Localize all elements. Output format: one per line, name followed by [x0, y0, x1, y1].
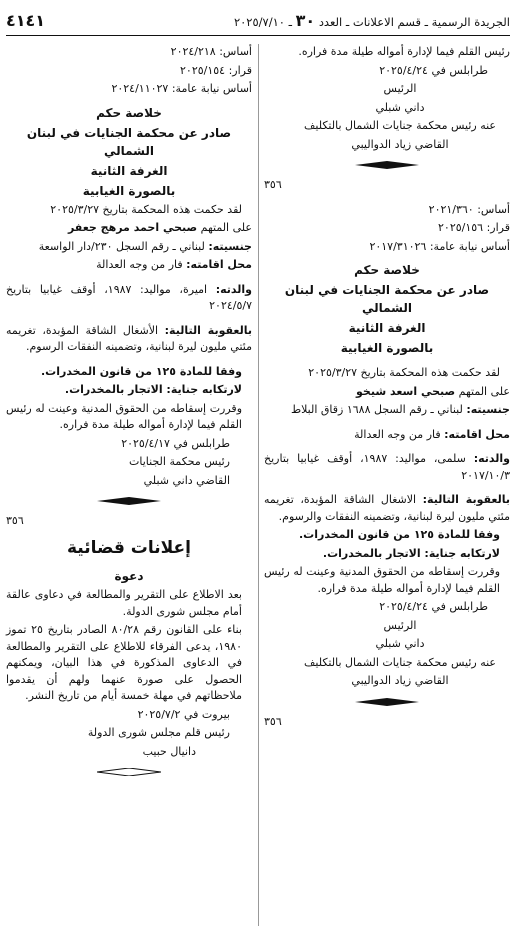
section-title: إعلانات قضائية	[66, 537, 191, 558]
right-column	[264, 44, 510, 928]
end-number: ٣٥٦	[264, 178, 282, 191]
absentia-line: بالصورة الغيابية	[82, 183, 176, 198]
continued-text: رئيس القلم فيما لإدارة أمواله طيلة مدة فراره.	[298, 45, 510, 58]
signature-title: رئيس محكمة الجنايات	[129, 455, 230, 468]
penalty-label: بالعقوبة التالية:	[422, 493, 510, 506]
signature-deputy: عنه رئيس محكمة جنايات الشمال بالتكليف	[304, 119, 496, 132]
accused-name: صبحي احمد مرهج جعفر	[67, 221, 198, 234]
mother-line	[264, 451, 510, 484]
page-header	[6, 6, 510, 36]
penalty-value: الاشغال الشاقة المؤبدة، تغريمه مئتي مليون ليرة لبنانية، وتضمينه النفقات والرسوم.	[264, 493, 510, 523]
left-column	[6, 44, 252, 928]
signature-name: داني شبلي	[375, 100, 425, 114]
page-number: ٤١٤١	[6, 10, 46, 30]
accused-prefix: على المتهم	[458, 384, 510, 398]
mother-value: اميرة، مواليد: ١٩٨٧، أوقف غيابيا بتاريخ ٢٠٢٤/٥/٧	[6, 282, 252, 312]
ornament-divider	[264, 159, 510, 171]
notice-title: دعوة	[114, 569, 144, 583]
nationality-label: جنسيته:	[466, 403, 510, 416]
ornament-divider	[6, 495, 252, 507]
mother-value: سلمى، مواليد: ١٩٨٧، أوقف غيابيا بتاريخ ٢٠١٧/١٠/٣	[264, 452, 510, 482]
summary-title: خلاصة حكم	[96, 105, 162, 120]
crime-line: لارتكابه جناية: الاتجار بالمخدرات.	[322, 546, 500, 560]
residence-value: فار من وجه العدالة	[354, 427, 441, 441]
penalty-value: الأشغال الشاقة المؤبدة، تغريمه مئتي مليون ليرة لبنانية، وتضمينه النفقات الرسوم.	[6, 323, 252, 353]
case-decision-number: قرار: ٢٠٢٥/١٥٤	[180, 63, 252, 77]
mother-label: والدته:	[215, 282, 253, 296]
absentia-line: بالصورة الغيابية	[340, 341, 434, 355]
issue-date: ـ ٢٠٢٥/٧/١٠	[233, 14, 292, 29]
mother-label: والدته:	[473, 452, 511, 465]
ruling-intro: لقد حكمت هذه المحكمة بتاريخ ٢٠٢٥/٣/٢٧	[50, 202, 242, 216]
notice-signature-title: رئيس قلم مجلس شورى الدولة	[87, 726, 230, 739]
nationality-line	[6, 239, 252, 256]
nationality-value: لبناني ـ رقم السجل ٢٣٠/دار الواسعة	[38, 239, 205, 253]
signature-name: القاضي داني شبلي	[143, 473, 230, 487]
case-base-number: أساس: ٢٠٢١/٣٦٠	[428, 202, 510, 216]
case-decision-number: قرار: ٢٠٢٥/١٥٦	[438, 221, 510, 234]
signature-judge: القاضي زياد الدواليبي	[351, 137, 449, 151]
signature-deputy: عنه رئيس محكمة جنايات الشمال بالتكليف	[304, 655, 496, 669]
court-line: صادر عن محكمة الجنايات في لبنان الشمالي	[284, 283, 490, 315]
decision-text: وقررت إسقاطه من الحقوق المدنية وعينت له رئيس القلم فيما لإدارة أمواله طيلة مدة فراره.	[6, 401, 242, 431]
chamber-line: الغرفة الثانية	[348, 321, 426, 335]
nationality-line	[264, 402, 510, 419]
chamber-line: الغرفة الثانية	[90, 163, 168, 178]
law-line: وفقا للمادة ١٢٥ من قانون المخدرات.	[40, 364, 242, 378]
nationality-label: جنسيته:	[208, 239, 252, 253]
place-date: طرابلس في ٢٠٢٥/٤/٢٤	[379, 600, 488, 613]
end-number: ٣٥٦	[264, 714, 282, 728]
summary-title: خلاصة حكم	[354, 263, 420, 277]
accused-prefix: على المتهم	[200, 221, 252, 234]
signature-title: الرئيس	[383, 82, 417, 95]
ornament-divider	[6, 766, 252, 778]
end-number: ٣٥٦	[6, 514, 24, 527]
column-divider	[258, 44, 259, 926]
gazette-title-text: الجريدة الرسمية ـ قسم الاعلانات ـ العدد	[318, 14, 510, 29]
issue-number: ٣٠	[295, 10, 316, 30]
notice-place-date: بيروت في ٢٠٢٥/٧/٢	[137, 707, 230, 721]
signature-name: داني شبلي	[375, 637, 425, 650]
penalty-line	[6, 323, 252, 356]
notice-paragraph-1: بعد الاطلاع على التقرير والمطالعة في دعاوى عالقة أمام مجلس شورى الدولة.	[6, 588, 242, 618]
case-prosecution-number: أساس نيابة عامة: ٢٠١٧/٣١٠٢٦	[369, 239, 510, 253]
mother-line	[6, 282, 252, 315]
case-base-number: أساس: ٢٠٢٤/٢١٨	[170, 45, 252, 58]
penalty-line	[264, 492, 510, 525]
residence-line	[264, 427, 510, 444]
penalty-label: بالعقوبة التالية:	[164, 323, 252, 337]
accused-name: صبحي اسعد شيخو	[356, 384, 456, 398]
decision-text: وقررت إسقاطه من الحقوق المدنية وعينت له رئيس القلم فيما لإدارة أمواله طيلة مدة فراره.	[264, 565, 500, 595]
court-line: صادر عن محكمة الجنايات في لبنان الشمالي	[26, 125, 232, 158]
notice-paragraph-2: بناء على القانون رقم ٨٠/٢٨ الصادر بتاريخ ٢٥ تموز ١٩٨٠، يدعى الفرقاء للاطلاع على التقرير والمطالعة في الدعاوى المذكورة في هذا البيان، ويمكنهم الحصول على صورة عنهما ولهم أن يقدموا ملاحظاتهم في مهلة خمسة أيام من تاريخ النشر.	[6, 623, 242, 702]
case-prosecution-number: أساس نيابة عامة: ٢٠٢٤/١١٠٢٧	[111, 82, 252, 95]
residence-line	[6, 257, 252, 274]
accused-line	[264, 384, 510, 401]
ruling-intro: لقد حكمت هذه المحكمة بتاريخ ٢٠٢٥/٣/٢٧	[308, 366, 500, 379]
crime-line: لارتكابه جناية: الاتجار بالمخدرات.	[64, 383, 242, 396]
residence-label: محل اقامته:	[444, 427, 510, 441]
ornament-divider	[264, 696, 510, 708]
signature-title: الرئيس	[383, 618, 417, 632]
residence-value: فار من وجه العدالة	[96, 258, 183, 271]
nationality-value: لبناني ـ رقم السجل ١٦٨٨ زقاق البلاط	[290, 403, 463, 416]
residence-label: محل اقامته:	[186, 258, 252, 271]
place-date: طرابلس في ٢٠٢٥/٤/٢٤	[379, 63, 488, 77]
gazette-title	[234, 9, 510, 33]
accused-line	[6, 220, 252, 237]
place-date: طرابلس في ٢٠٢٥/٤/١٧	[121, 436, 230, 450]
signature-judge: القاضي زياد الدواليبي	[351, 674, 449, 687]
notice-signature-name: دانيال حبيب	[142, 744, 196, 758]
law-line: وفقا للمادة ١٢٥ من قانون المخدرات.	[298, 528, 500, 541]
